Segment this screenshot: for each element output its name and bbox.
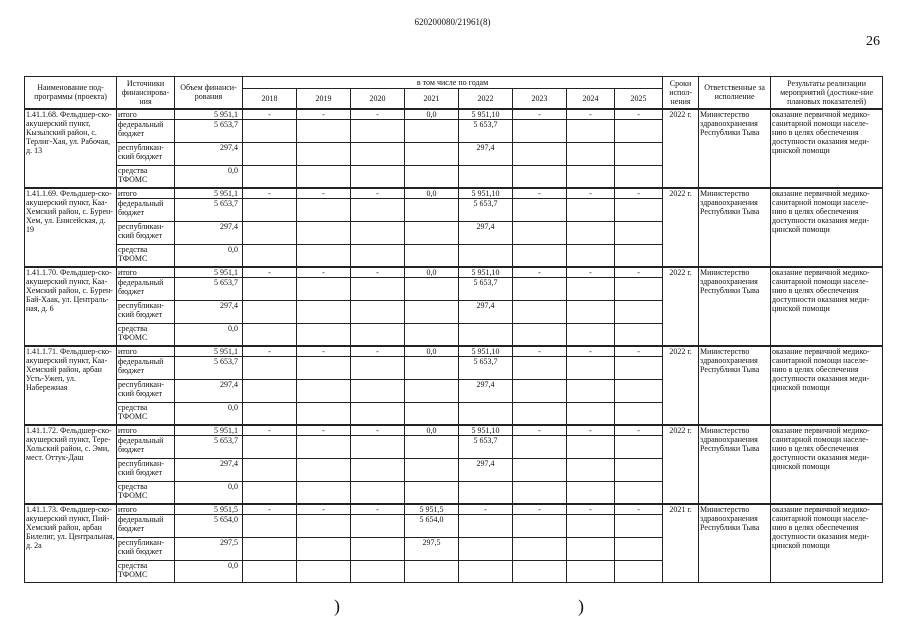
year-value-cell [405,166,459,188]
year-value-cell [243,357,297,380]
year-value-cell [243,380,297,403]
header-year: 2024 [567,89,615,109]
year-value-cell: - [615,504,663,515]
year-value-cell [615,120,663,143]
term-cell: 2022 г. [663,346,699,425]
year-value-cell [567,301,615,324]
year-value-cell: 297,4 [459,222,513,245]
volume-cell: 5 654,0 [175,515,243,538]
year-value-cell [567,459,615,482]
year-value-cell [351,143,405,166]
year-value-cell: - [243,504,297,515]
year-value-cell [615,538,663,561]
year-value-cell [615,515,663,538]
source-label-cell: средства ТФОМС [117,324,175,346]
year-value-cell [297,222,351,245]
year-value-cell [243,278,297,301]
year-value-cell: - [615,267,663,278]
year-value-cell [351,324,405,346]
year-value-cell [567,515,615,538]
year-value-cell [405,357,459,380]
year-value-cell [243,120,297,143]
year-value-cell: - [567,346,615,357]
year-value-cell [351,166,405,188]
year-value-cell [567,199,615,222]
year-value-cell: 297,4 [459,301,513,324]
year-value-cell [351,436,405,459]
year-value-cell [567,245,615,267]
year-value-cell [351,278,405,301]
year-value-cell: - [351,504,405,515]
year-value-cell [297,459,351,482]
volume-cell: 297,4 [175,222,243,245]
header-year: 2021 [405,89,459,109]
project-name-cell: 1.41.1.69. Фельдшер-ско-акушерский пункт, Каа-Хемский район, с. Бурен-Хем, ул. Енисейская, д. 19 [25,188,117,267]
year-value-cell [297,245,351,267]
year-value-cell [405,278,459,301]
year-value-cell: - [615,425,663,436]
year-value-cell [405,436,459,459]
year-value-cell: - [297,425,351,436]
header-year: 2025 [615,89,663,109]
year-value-cell [405,199,459,222]
year-value-cell: - [351,188,405,199]
source-label-cell: средства ТФОМС [117,166,175,188]
year-value-cell: - [297,188,351,199]
volume-cell: 297,4 [175,380,243,403]
year-value-cell [513,515,567,538]
volume-cell: 0,0 [175,245,243,267]
year-value-cell [459,166,513,188]
source-label-cell: федеральный бюджет [117,278,175,301]
year-value-cell: - [513,425,567,436]
year-value-cell: 0,0 [405,109,459,120]
year-value-cell: - [615,109,663,120]
year-value-cell [513,166,567,188]
source-label-cell: средства ТФОМС [117,561,175,583]
year-value-cell [513,301,567,324]
year-value-cell [615,436,663,459]
year-value-cell: - [351,346,405,357]
year-value-cell [297,357,351,380]
year-value-cell: - [297,346,351,357]
source-label-cell: средства ТФОМС [117,482,175,504]
year-value-cell [297,403,351,425]
year-value-cell [567,561,615,583]
year-value-cell [243,166,297,188]
year-value-cell [351,245,405,267]
year-value-cell [615,278,663,301]
volume-cell: 5 653,7 [175,199,243,222]
year-value-cell [459,515,513,538]
year-value-cell [297,166,351,188]
responsible-cell: Министерство здравоохранения Республики Тыва [699,425,771,504]
year-value-cell [243,459,297,482]
term-cell: 2022 г. [663,425,699,504]
year-value-cell [243,245,297,267]
year-value-cell [297,120,351,143]
year-value-cell [297,380,351,403]
year-value-cell [297,436,351,459]
year-value-cell: - [567,504,615,515]
responsible-cell: Министерство здравоохранения Республики Тыва [699,188,771,267]
year-value-cell [351,515,405,538]
year-value-cell: - [243,267,297,278]
year-value-cell [567,222,615,245]
year-value-cell [459,403,513,425]
table-row [25,504,883,515]
financing-table [24,76,883,583]
result-cell: оказание первичной медико-санитарной помощи населе-нию в целях обеспечения доступности оказания меди-цинской помощи [771,504,883,583]
table-row [25,346,883,357]
header-terms: Сроки испол-нения [663,77,699,109]
header-year: 2018 [243,89,297,109]
responsible-cell: Министерство здравоохранения Республики Тыва [699,109,771,188]
header-name: Наименование под-программы (проекта) [25,77,117,109]
year-value-cell [513,538,567,561]
year-value-cell [351,403,405,425]
year-value-cell [459,245,513,267]
header-sources: Источники финансирова-ния [117,77,175,109]
year-value-cell [243,515,297,538]
source-label-cell: итого [117,504,175,515]
stray-mark: ) [578,596,584,616]
year-value-cell [513,143,567,166]
year-value-cell [459,482,513,504]
header-responsible: Ответственные за исполнение [699,77,771,109]
year-value-cell [405,143,459,166]
year-value-cell [567,482,615,504]
year-value-cell [405,120,459,143]
year-value-cell [513,278,567,301]
project-name-cell: 1.41.1.73. Фельдшер-ско-акушерский пункт, Пий-Хемский район, арбан Билелиг, ул. Центральная, д. 2а [25,504,117,583]
volume-cell: 5 951,1 [175,188,243,199]
year-value-cell: - [567,425,615,436]
year-value-cell [615,561,663,583]
year-value-cell: - [513,504,567,515]
year-value-cell [351,301,405,324]
responsible-cell: Министерство здравоохранения Республики Тыва [699,267,771,346]
year-value-cell: - [615,188,663,199]
year-value-cell [567,357,615,380]
year-value-cell [513,199,567,222]
year-value-cell [513,245,567,267]
year-value-cell: - [243,425,297,436]
year-value-cell [567,166,615,188]
year-value-cell [615,222,663,245]
volume-cell: 5 951,1 [175,425,243,436]
year-value-cell [405,222,459,245]
year-value-cell [615,324,663,346]
year-value-cell: - [243,109,297,120]
year-value-cell: 5 653,7 [459,278,513,301]
year-value-cell [405,403,459,425]
header-volume: Объем финанси-рования [175,77,243,109]
source-label-cell: федеральный бюджет [117,515,175,538]
volume-cell: 5 951,5 [175,504,243,515]
year-value-cell: - [513,188,567,199]
year-value-cell: 297,4 [459,459,513,482]
year-value-cell: - [513,109,567,120]
year-value-cell [459,561,513,583]
source-label-cell: итого [117,188,175,199]
year-value-cell: - [243,188,297,199]
year-value-cell [567,380,615,403]
year-value-cell [513,380,567,403]
year-value-cell [297,199,351,222]
year-value-cell [615,199,663,222]
year-value-cell [351,357,405,380]
year-value-cell [297,278,351,301]
year-value-cell [567,436,615,459]
source-label-cell: итого [117,109,175,120]
year-value-cell [513,403,567,425]
year-value-cell [405,482,459,504]
year-value-cell: - [351,109,405,120]
header-year: 2020 [351,89,405,109]
project-name-cell: 1.41.1.68. Фельдшер-ско-акушерский пункт, Кызылский район, с. Терлиг-Хая, ул. Рабочая, д. 13 [25,109,117,188]
year-value-cell [243,222,297,245]
year-value-cell: - [567,109,615,120]
year-value-cell [615,245,663,267]
year-value-cell [243,324,297,346]
source-label-cell: республикан-ский бюджет [117,222,175,245]
year-value-cell [243,482,297,504]
year-value-cell [615,482,663,504]
year-value-cell [513,357,567,380]
year-value-cell [297,538,351,561]
year-value-cell: 5 951,10 [459,188,513,199]
year-value-cell: 0,0 [405,188,459,199]
volume-cell: 5 951,1 [175,109,243,120]
year-value-cell: 0,0 [405,346,459,357]
year-value-cell: 5 653,7 [459,357,513,380]
year-value-cell [615,166,663,188]
year-value-cell: - [297,504,351,515]
project-name-cell: 1.41.1.71. Фельдшер-ско-акушерский пункт, Каа-Хемский район, арбан Усть-Ужеп, ул. Набережная [25,346,117,425]
volume-cell: 5 951,1 [175,267,243,278]
volume-cell: 0,0 [175,482,243,504]
year-value-cell [351,482,405,504]
volume-cell: 5 653,7 [175,120,243,143]
year-value-cell [513,482,567,504]
year-value-cell: - [615,346,663,357]
year-value-cell [405,561,459,583]
year-value-cell [243,538,297,561]
source-label-cell: итого [117,267,175,278]
year-value-cell [297,561,351,583]
header-by-years: в том числе по годам [243,77,663,89]
year-value-cell: 5 951,10 [459,267,513,278]
term-cell: 2022 г. [663,267,699,346]
year-value-cell: 5 654,0 [405,515,459,538]
result-cell: оказание первичной медико-санитарной помощи населе-нию в целях обеспечения доступности оказания меди-цинской помощи [771,109,883,188]
year-value-cell [459,538,513,561]
year-value-cell [405,301,459,324]
project-name-cell: 1.41.1.70. Фельдшер-ско-акушерский пункт, Каа-Хемский район, с. Бурен-Бай-Хаак, ул. Централь-ная, д. 6 [25,267,117,346]
year-value-cell [513,561,567,583]
year-value-cell: - [297,109,351,120]
stray-mark: ) [334,596,340,616]
year-value-cell: - [513,267,567,278]
volume-cell: 297,4 [175,143,243,166]
result-cell: оказание первичной медико-санитарной помощи населе-нию в целях обеспечения доступности оказания меди-цинской помощи [771,188,883,267]
source-label-cell: республикан-ский бюджет [117,143,175,166]
document-id: 620200080/21961(8) [414,17,491,27]
year-value-cell [459,324,513,346]
year-value-cell: 5 951,10 [459,109,513,120]
year-value-cell: - [459,504,513,515]
year-value-cell [567,278,615,301]
year-value-cell: 5 951,5 [405,504,459,515]
year-value-cell: - [351,267,405,278]
year-value-cell: 0,0 [405,425,459,436]
year-value-cell [405,380,459,403]
year-value-cell [297,515,351,538]
source-label-cell: федеральный бюджет [117,120,175,143]
page-number: 26 [866,34,880,49]
year-value-cell: - [351,425,405,436]
year-value-cell [567,324,615,346]
year-value-cell: 297,4 [459,143,513,166]
year-value-cell: 297,4 [459,380,513,403]
year-value-cell [297,143,351,166]
project-name-cell: 1.41.1.72. Фельдшер-ско-акушерский пункт, Тере-Хольский район, с. Эми, мест. Оттук-Даш [25,425,117,504]
year-value-cell [567,143,615,166]
year-value-cell [405,245,459,267]
volume-cell: 297,5 [175,538,243,561]
year-value-cell [513,120,567,143]
year-value-cell [243,561,297,583]
year-value-cell [567,403,615,425]
source-label-cell: республикан-ский бюджет [117,380,175,403]
year-value-cell: 297,5 [405,538,459,561]
year-value-cell [513,436,567,459]
year-value-cell [243,436,297,459]
source-label-cell: федеральный бюджет [117,199,175,222]
year-value-cell: 5 653,7 [459,199,513,222]
year-value-cell [351,222,405,245]
year-value-cell: - [297,267,351,278]
header-year: 2019 [297,89,351,109]
year-value-cell [351,459,405,482]
year-value-cell [351,538,405,561]
year-value-cell [297,324,351,346]
source-label-cell: республикан-ский бюджет [117,301,175,324]
year-value-cell [513,459,567,482]
source-label-cell: итого [117,346,175,357]
volume-cell: 0,0 [175,166,243,188]
year-value-cell: 5 951,10 [459,425,513,436]
result-cell: оказание первичной медико-санитарной помощи населе-нию в целях обеспечения доступности оказания меди-цинской помощи [771,346,883,425]
year-value-cell [351,120,405,143]
year-value-cell [513,324,567,346]
year-value-cell [513,222,567,245]
year-value-cell [615,459,663,482]
year-value-cell [297,301,351,324]
responsible-cell: Министерство здравоохранения Республики Тыва [699,504,771,583]
year-value-cell [351,380,405,403]
year-value-cell: - [513,346,567,357]
volume-cell: 0,0 [175,403,243,425]
year-value-cell [567,538,615,561]
source-label-cell: средства ТФОМС [117,403,175,425]
year-value-cell: - [243,346,297,357]
volume-cell: 0,0 [175,324,243,346]
result-cell: оказание первичной медико-санитарной помощи населе-нию в целях обеспечения доступности оказания меди-цинской помощи [771,425,883,504]
table-row [25,188,883,199]
source-label-cell: итого [117,425,175,436]
volume-cell: 5 951,1 [175,346,243,357]
year-value-cell [243,199,297,222]
volume-cell: 5 653,7 [175,357,243,380]
volume-cell: 0,0 [175,561,243,583]
volume-cell: 297,4 [175,459,243,482]
year-value-cell [243,301,297,324]
table-row [25,425,883,436]
responsible-cell: Министерство здравоохранения Республики Тыва [699,346,771,425]
source-label-cell: федеральный бюджет [117,436,175,459]
year-value-cell [615,301,663,324]
table-row [25,109,883,120]
header-year: 2022 [459,89,513,109]
year-value-cell [615,143,663,166]
term-cell: 2021 г. [663,504,699,583]
year-value-cell [351,561,405,583]
volume-cell: 5 653,7 [175,278,243,301]
year-value-cell: 5 653,7 [459,436,513,459]
year-value-cell [405,324,459,346]
volume-cell: 297,4 [175,301,243,324]
year-value-cell [297,482,351,504]
year-value-cell [243,143,297,166]
year-value-cell [615,357,663,380]
header-results: Результаты реализации мероприятий (достиже-ние плановых показателей) [771,77,883,109]
header-year: 2023 [513,89,567,109]
year-value-cell [567,120,615,143]
volume-cell: 5 653,7 [175,436,243,459]
year-value-cell [615,380,663,403]
year-value-cell [351,199,405,222]
year-value-cell [243,403,297,425]
source-label-cell: республикан-ский бюджет [117,459,175,482]
year-value-cell [615,403,663,425]
year-value-cell: 0,0 [405,267,459,278]
year-value-cell: 5 653,7 [459,120,513,143]
year-value-cell: 5 951,10 [459,346,513,357]
year-value-cell: - [567,267,615,278]
year-value-cell [405,459,459,482]
source-label-cell: республикан-ский бюджет [117,538,175,561]
term-cell: 2022 г. [663,188,699,267]
result-cell: оказание первичной медико-санитарной помощи населе-нию в целях обеспечения доступности оказания меди-цинской помощи [771,267,883,346]
table-row [25,267,883,278]
term-cell: 2022 г. [663,109,699,188]
year-value-cell: - [567,188,615,199]
source-label-cell: средства ТФОМС [117,245,175,267]
source-label-cell: федеральный бюджет [117,357,175,380]
